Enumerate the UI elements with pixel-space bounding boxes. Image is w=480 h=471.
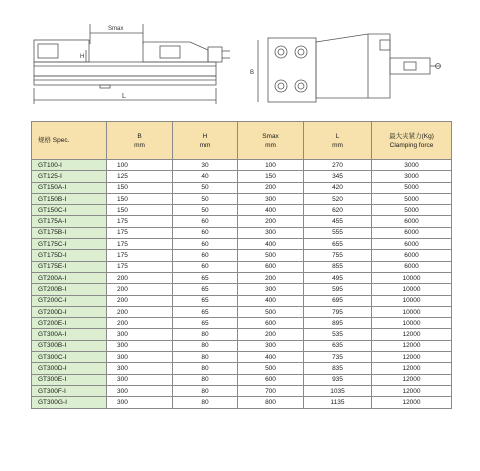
length-dimension-label: L <box>122 93 126 100</box>
cell-h: 50 <box>173 193 238 204</box>
cell-l: 695 <box>304 295 372 306</box>
table-row <box>32 182 452 193</box>
cell-l: 620 <box>304 205 372 216</box>
cell-h: 50 <box>173 182 238 193</box>
cell-b: 200 <box>107 284 173 295</box>
header-spec-label: 规格 Spec. <box>38 137 70 144</box>
table-row <box>32 374 452 385</box>
cell-l: 735 <box>304 352 372 363</box>
cell-h: 60 <box>173 239 238 250</box>
cell-force: 3000 <box>372 171 452 182</box>
cell-h: 40 <box>173 171 238 182</box>
cell-l: 520 <box>304 193 372 204</box>
cell-spec: GT200E-Ⅰ <box>32 318 107 329</box>
cell-smax: 300 <box>238 340 304 351</box>
cell-b: 175 <box>107 216 173 227</box>
cell-force: 10000 <box>372 295 452 306</box>
cell-spec: GT175B-Ⅰ <box>32 227 107 238</box>
header-l-unit: mm <box>332 141 343 149</box>
cell-b: 125 <box>107 171 173 182</box>
header-h-unit: mm <box>199 141 211 149</box>
cell-b: 300 <box>107 374 173 385</box>
cell-force: 10000 <box>372 272 452 283</box>
width-dimension-label: B <box>250 70 255 76</box>
cell-smax: 150 <box>238 171 304 182</box>
cell-h: 65 <box>173 284 238 295</box>
table-row <box>32 205 452 216</box>
cell-spec: GT300G-Ⅰ <box>32 397 107 408</box>
cell-h: 80 <box>173 374 238 385</box>
table-body <box>32 160 452 409</box>
table-row <box>32 284 452 295</box>
table-row <box>32 227 452 238</box>
cell-force: 6000 <box>372 216 452 227</box>
cell-spec: GT300E-Ⅰ <box>32 374 107 385</box>
cell-spec: GT200A-Ⅰ <box>32 272 107 283</box>
cell-l: 1035 <box>304 385 372 396</box>
cell-h: 80 <box>173 340 238 351</box>
header-smax-unit: mm <box>265 141 276 149</box>
cell-smax: 500 <box>238 306 304 317</box>
table-row <box>32 216 452 227</box>
cell-smax: 600 <box>238 261 304 272</box>
table-row <box>32 171 452 182</box>
cell-spec: GT150B-Ⅰ <box>32 193 107 204</box>
cell-force: 12000 <box>372 352 452 363</box>
cell-b: 300 <box>107 363 173 374</box>
cell-smax: 600 <box>238 318 304 329</box>
cell-spec: GT150A-Ⅰ <box>32 182 107 193</box>
cell-b: 200 <box>107 272 173 283</box>
table-row <box>32 306 452 317</box>
header-b-unit: mm <box>134 141 145 149</box>
cell-smax: 500 <box>238 363 304 374</box>
cell-h: 80 <box>173 363 238 374</box>
cell-spec: GT175E-Ⅰ <box>32 261 107 272</box>
cell-h: 60 <box>173 261 238 272</box>
header-l <box>304 122 372 160</box>
cell-b: 300 <box>107 329 173 340</box>
cell-l: 835 <box>304 363 372 374</box>
cell-spec: GT200D-Ⅰ <box>32 306 107 317</box>
smax-dimension-label: Smax <box>108 26 124 32</box>
cell-b: 175 <box>107 239 173 250</box>
table-row <box>32 272 452 283</box>
cell-force: 12000 <box>372 329 452 340</box>
cell-smax: 400 <box>238 239 304 250</box>
table-row <box>32 295 452 306</box>
cell-smax: 400 <box>238 352 304 363</box>
cell-h: 60 <box>173 216 238 227</box>
table-row <box>32 250 452 261</box>
table-header-row <box>32 122 452 160</box>
cell-b: 150 <box>107 182 173 193</box>
cell-smax: 100 <box>238 160 304 171</box>
cell-smax: 300 <box>238 193 304 204</box>
cell-l: 455 <box>304 216 372 227</box>
cell-spec: GT300C-Ⅰ <box>32 352 107 363</box>
cell-spec: GT200C-Ⅰ <box>32 295 107 306</box>
side-view <box>34 24 230 104</box>
cell-spec: GT300F-Ⅰ <box>32 385 107 396</box>
cell-smax: 200 <box>238 182 304 193</box>
cell-force: 6000 <box>372 227 452 238</box>
cell-l: 555 <box>304 227 372 238</box>
cell-l: 345 <box>304 171 372 182</box>
table-row <box>32 340 452 351</box>
header-b-label: B <box>137 132 142 140</box>
cell-spec: GT300D-Ⅰ <box>32 363 107 374</box>
cell-b: 200 <box>107 306 173 317</box>
cell-b: 150 <box>107 205 173 216</box>
cell-smax: 200 <box>238 329 304 340</box>
cell-force: 6000 <box>372 250 452 261</box>
cell-spec: GT150C-Ⅰ <box>32 205 107 216</box>
cell-force: 5000 <box>372 193 452 204</box>
cell-b: 200 <box>107 295 173 306</box>
cell-force: 6000 <box>372 239 452 250</box>
cell-force: 10000 <box>372 306 452 317</box>
cell-b: 300 <box>107 340 173 351</box>
cell-h: 65 <box>173 295 238 306</box>
cell-h: 60 <box>173 250 238 261</box>
cell-l: 420 <box>304 182 372 193</box>
cell-h: 65 <box>173 306 238 317</box>
cell-smax: 300 <box>238 284 304 295</box>
cell-force: 12000 <box>372 363 452 374</box>
height-dimension-label: H <box>80 54 85 60</box>
cell-smax: 400 <box>238 295 304 306</box>
cell-h: 65 <box>173 318 238 329</box>
cell-l: 795 <box>304 306 372 317</box>
table-row <box>32 385 452 396</box>
header-h <box>173 122 238 160</box>
cell-b: 200 <box>107 318 173 329</box>
cell-force: 12000 <box>372 374 452 385</box>
table-row <box>32 397 452 408</box>
cell-h: 50 <box>173 205 238 216</box>
end-view <box>258 34 441 102</box>
table-row <box>32 160 452 171</box>
cell-l: 935 <box>304 374 372 385</box>
cell-smax: 400 <box>238 205 304 216</box>
cell-spec: GT125-Ⅰ <box>32 171 107 182</box>
cell-force: 12000 <box>372 397 452 408</box>
header-spec <box>32 122 107 160</box>
cell-spec: GT100-Ⅰ <box>32 160 107 171</box>
cell-h: 60 <box>173 227 238 238</box>
cell-b: 100 <box>107 160 173 171</box>
cell-force: 12000 <box>372 340 452 351</box>
cell-l: 895 <box>304 318 372 329</box>
table-row <box>32 193 452 204</box>
cell-force: 5000 <box>372 182 452 193</box>
table-row <box>32 318 452 329</box>
cell-smax: 200 <box>238 272 304 283</box>
cell-l: 635 <box>304 340 372 351</box>
cell-force: 3000 <box>372 160 452 171</box>
cell-l: 495 <box>304 272 372 283</box>
cell-h: 80 <box>173 385 238 396</box>
cell-h: 65 <box>173 272 238 283</box>
cell-force: 10000 <box>372 318 452 329</box>
cell-smax: 700 <box>238 385 304 396</box>
header-l-label: L <box>335 132 340 140</box>
cell-b: 175 <box>107 227 173 238</box>
header-h-label: H <box>202 132 208 140</box>
cell-force: 6000 <box>372 261 452 272</box>
cell-h: 80 <box>173 397 238 408</box>
cell-l: 595 <box>304 284 372 295</box>
cell-spec: GT175A-Ⅰ <box>32 216 107 227</box>
cell-l: 1135 <box>304 397 372 408</box>
header-clamping-force <box>372 122 452 160</box>
cell-force: 10000 <box>372 284 452 295</box>
specification-table <box>31 121 452 409</box>
table-row <box>32 329 452 340</box>
cell-l: 535 <box>304 329 372 340</box>
cell-l: 270 <box>304 160 372 171</box>
cell-b: 150 <box>107 193 173 204</box>
cell-spec: GT175C-Ⅰ <box>32 239 107 250</box>
header-force-subtitle: Clamping force <box>389 141 434 149</box>
cell-l: 755 <box>304 250 372 261</box>
table-row <box>32 352 452 363</box>
cell-h: 30 <box>173 160 238 171</box>
cell-force: 12000 <box>372 385 452 396</box>
cell-spec: GT300B-Ⅰ <box>32 340 107 351</box>
cell-smax: 500 <box>238 250 304 261</box>
cell-smax: 800 <box>238 397 304 408</box>
cell-spec: GT175D-Ⅰ <box>32 250 107 261</box>
table-row <box>32 239 452 250</box>
header-smax <box>238 122 304 160</box>
cell-force: 5000 <box>372 205 452 216</box>
cell-b: 175 <box>107 250 173 261</box>
header-smax-label: Smax <box>262 132 279 140</box>
vise-technical-drawing <box>0 0 480 110</box>
cell-smax: 600 <box>238 374 304 385</box>
header-b <box>107 122 173 160</box>
cell-b: 300 <box>107 385 173 396</box>
cell-smax: 200 <box>238 216 304 227</box>
cell-h: 80 <box>173 352 238 363</box>
table-row <box>32 363 452 374</box>
table-row <box>32 261 452 272</box>
cell-h: 80 <box>173 329 238 340</box>
cell-b: 300 <box>107 397 173 408</box>
cell-l: 855 <box>304 261 372 272</box>
cell-b: 175 <box>107 261 173 272</box>
cell-b: 300 <box>107 352 173 363</box>
cell-spec: GT300A-Ⅰ <box>32 329 107 340</box>
cell-l: 655 <box>304 239 372 250</box>
header-force-label: 最大夹紧力(Kg) <box>389 132 434 140</box>
cell-smax: 300 <box>238 227 304 238</box>
cell-spec: GT200B-Ⅰ <box>32 284 107 295</box>
